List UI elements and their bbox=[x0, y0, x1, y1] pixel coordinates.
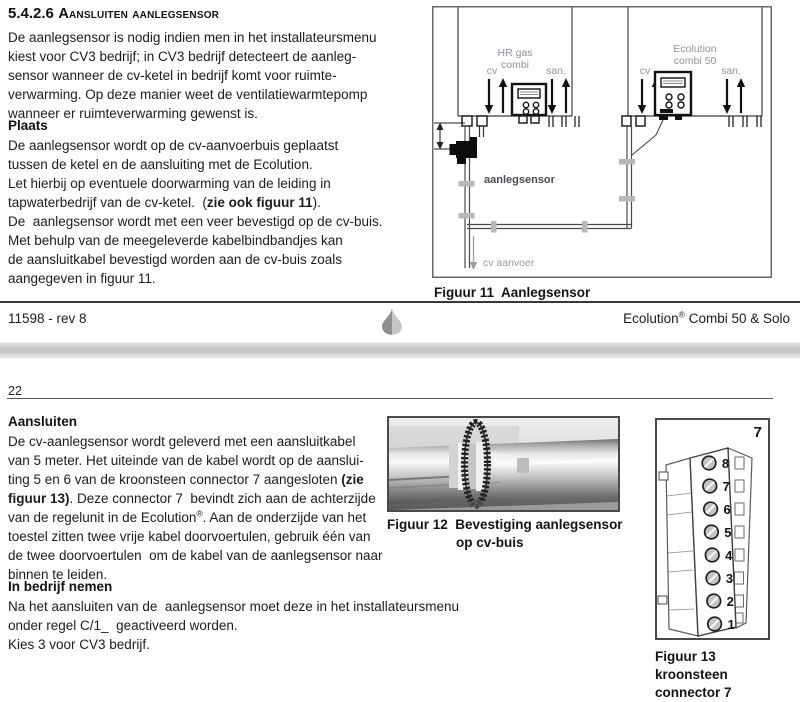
text-line: aangegeven in figuur 11. bbox=[8, 271, 156, 286]
san-label-left: san. bbox=[546, 65, 566, 77]
page-number: 22 bbox=[8, 384, 22, 398]
svg-text:6: 6 bbox=[723, 501, 731, 517]
footer-product-name: Ecolution® Combi 50 & Solo bbox=[623, 309, 790, 326]
right-boiler-label: Ecolution bbox=[673, 43, 717, 55]
page-number-rule bbox=[7, 398, 773, 399]
inbedrijf-paragraph bbox=[8, 597, 459, 654]
text-line: toestel zitten twee vrije kabel doorvoertulen, gebruik één van bbox=[8, 529, 371, 544]
svg-text:5: 5 bbox=[724, 524, 732, 540]
figure11-svg bbox=[432, 6, 772, 278]
text-line: de aansluitkabel bevestigd worden aan de cv-buis zoals bbox=[8, 252, 342, 267]
cv-label-left: cv bbox=[486, 65, 498, 77]
figure11-caption: Figuur 11 Aanlegsensor bbox=[434, 285, 591, 300]
figure11-diagram bbox=[432, 6, 772, 278]
text-line: figuur 13). Deze connector 7 bevindt zich aan de achterzijde bbox=[8, 491, 376, 506]
right-boiler-label-2: combi 50 bbox=[673, 55, 717, 67]
text-line: wanneer er ruimteverwarming gewenst is. bbox=[8, 106, 258, 121]
left-boiler-panel bbox=[512, 84, 546, 115]
plaats-heading: Plaats bbox=[8, 118, 48, 133]
section-title: Aansluiten aanlegsensor bbox=[58, 6, 220, 22]
text-line: binnen te leiden. bbox=[8, 567, 108, 582]
left-boiler-label: HR gas bbox=[497, 47, 533, 59]
svg-text:8: 8 bbox=[721, 455, 730, 471]
text-line: tapwaterbedrijf van de cv-ketel. (zie ook figuur 11). bbox=[8, 195, 321, 210]
text-line: van de regelunit in de Ecolution®. Aan de onderzijde van het bbox=[8, 508, 367, 525]
text-line: Let hierbij op eventuele doorwarming van de leiding in bbox=[8, 176, 331, 191]
text-line: De aanlegsensor is nodig indien men in het installateursmenu bbox=[8, 30, 377, 45]
section-number: 5.4.2.6 bbox=[8, 5, 54, 22]
cv-label-right: cv bbox=[639, 65, 651, 77]
text-line: tussen de ketel en de aansluiting met de Ecolution. bbox=[8, 157, 313, 172]
text-line: De aanlegsensor wordt met een veer bevestigd op de cv-buis. bbox=[8, 214, 383, 229]
text-line: verwarming. Op deze manier weet de ventilatiewarmtepomp bbox=[8, 87, 368, 102]
aansluiten-paragraph bbox=[8, 432, 383, 584]
text-line: kiest voor CV3 bedrijf; in CV3 bedrijf detecteert de aanleg- bbox=[8, 49, 357, 64]
aanlegsensor-label: aanlegsensor bbox=[484, 174, 555, 186]
text-line: De cv-aanlegsensor wordt geleverd met een aansluitkabel bbox=[8, 434, 356, 449]
left-boiler-label-2: combi bbox=[500, 59, 530, 71]
figure12-caption-line2: op cv-buis bbox=[456, 535, 524, 550]
svg-text:7: 7 bbox=[722, 478, 730, 494]
terminal-housing bbox=[658, 448, 752, 636]
svg-text:3: 3 bbox=[725, 570, 734, 586]
svg-text:4: 4 bbox=[725, 547, 733, 563]
text-line: de twee doorvoertulen om de kabel van de aanlegsensor naar bbox=[8, 548, 383, 563]
figure12-svg bbox=[389, 418, 618, 510]
text-line: Kies 3 voor CV3 bedrijf. bbox=[8, 637, 150, 652]
svg-text:1: 1 bbox=[727, 616, 735, 632]
san-label-right: san. bbox=[721, 65, 741, 77]
page-separator-band bbox=[0, 342, 800, 359]
connector-number-label: 7 bbox=[753, 424, 762, 441]
text-line: onder regel C/1_ geactiveerd worden. bbox=[8, 618, 238, 633]
cv-aanvoer-label: cv aanvoer bbox=[483, 257, 535, 269]
document-number: 11598 - rev 8 bbox=[8, 311, 87, 326]
text-line: van 5 meter. Het uiteinde van de kabel wordt op de aanslui- bbox=[8, 453, 364, 468]
text-line: Na het aansluiten van de aanlegsensor moet deze in het installateursmenu bbox=[8, 599, 460, 614]
intro-paragraph bbox=[8, 28, 376, 123]
text-line: sensor wanneer de cv-ketel in bedrijf komt voor ruimte- bbox=[8, 68, 337, 83]
text-line: Met behulp van de meegeleverde kabelbindbandjes kan bbox=[8, 233, 343, 248]
figure12-photo bbox=[387, 416, 620, 512]
figure12-caption-line1: Figuur 12 Bevestiging aanlegsensor bbox=[387, 517, 623, 532]
text-line: De aanlegsensor wordt op de cv-aanvoerbuis geplaatst bbox=[8, 138, 339, 153]
right-boiler-panel bbox=[655, 72, 691, 115]
text-line: Figuur 13 bbox=[655, 649, 716, 664]
text-line: ting 5 en 6 van de kroonsteen connector 7 aangesloten (zie bbox=[8, 472, 364, 487]
plaats-paragraph bbox=[8, 136, 382, 288]
inbedrijf-heading: In bedrijf nemen bbox=[8, 579, 113, 594]
svg-text:2: 2 bbox=[726, 593, 734, 609]
figure11-frame bbox=[433, 7, 772, 278]
footer-rule bbox=[0, 301, 800, 303]
figure13-caption bbox=[655, 648, 732, 702]
brand-droplet-icon bbox=[381, 307, 403, 336]
figure13-svg bbox=[657, 420, 768, 638]
section-heading bbox=[8, 5, 219, 23]
text-line: connector 7 bbox=[655, 685, 732, 700]
aansluiten-heading: Aansluiten bbox=[8, 414, 78, 429]
figure13-terminal-block bbox=[655, 418, 770, 640]
text-line: kroonsteen bbox=[655, 667, 728, 682]
